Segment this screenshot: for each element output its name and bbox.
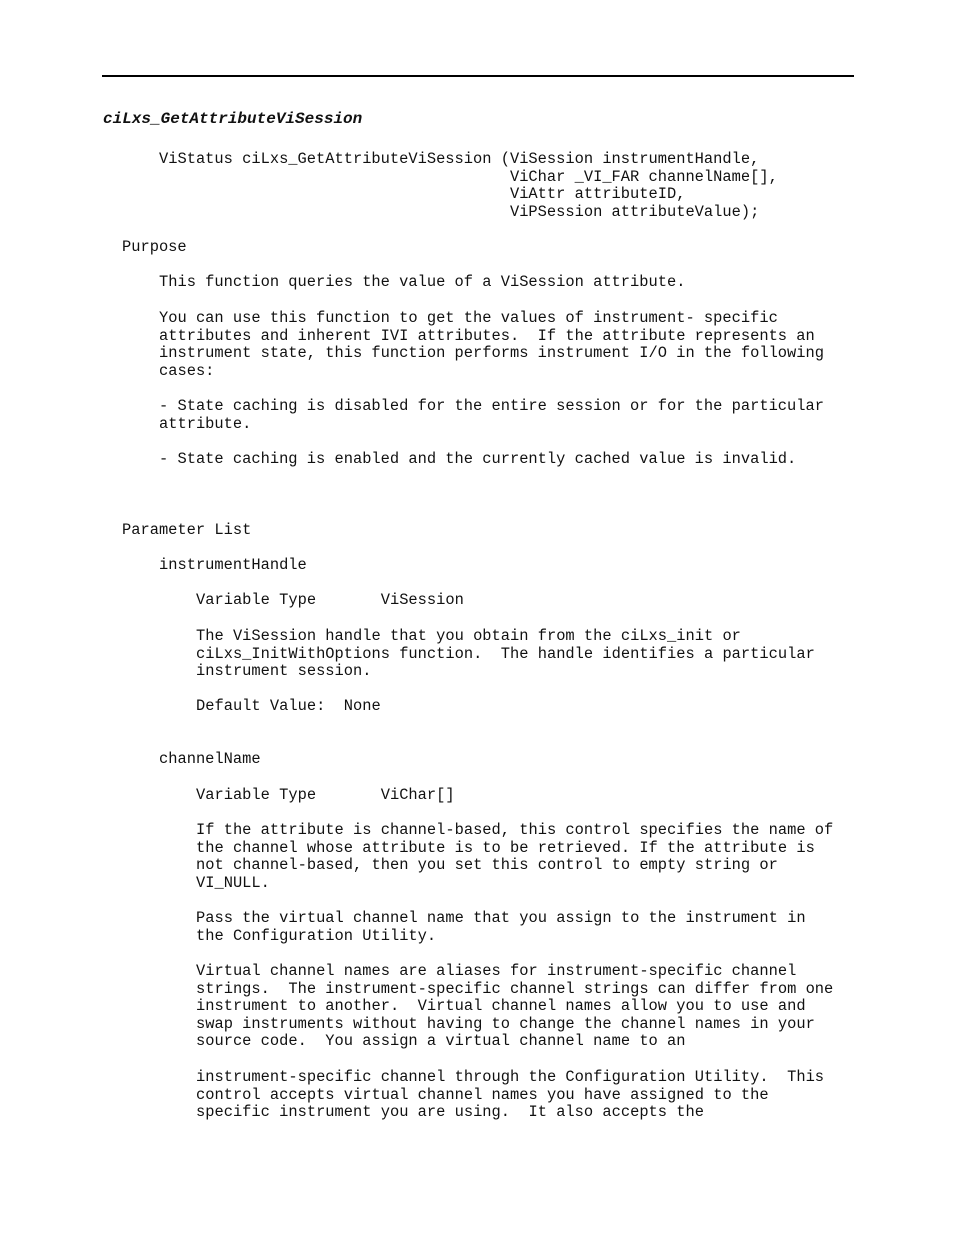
function-signature: ViStatus ciLxs_GetAttributeViSession (ViSession instrumentHandle, ViChar _VI_FAR channelName[], ViAttr attributeID, ViPSession attributeValue); xyxy=(159,150,778,221)
function-title: ciLxs_GetAttributeViSession xyxy=(103,110,363,128)
purpose-bullet-1: - State caching is disabled for the entire session or for the particular attribute. xyxy=(159,397,824,433)
param-desc-instrumentHandle: The ViSession handle that you obtain from the ciLxs_init or ciLxs_InitWithOptions function. The handle identifies a particular instrument session. xyxy=(196,627,815,681)
purpose-heading: Purpose xyxy=(122,238,187,256)
purpose-paragraph-1: This function queries the value of a ViSession attribute. xyxy=(159,273,686,291)
param-name-instrumentHandle: instrumentHandle xyxy=(159,556,307,574)
param-desc-channelName-2: Pass the virtual channel name that you assign to the instrument in the Configuration Utility. xyxy=(196,909,806,945)
param-desc-channelName-4: instrument-specific channel through the Configuration Utility. This control accepts virtual channel names you have assigned to the specific instrument you are using. It also accepts the xyxy=(196,1068,825,1122)
param-default-instrumentHandle: Default Value: None xyxy=(196,697,381,715)
param-desc-channelName-3: Virtual channel names are aliases for instrument-specific channel strings. The instrument-specific channel strings can differ from one instrument to another. Virtual channel names allow you to use and swap instruments without having to change the channel names in your source code. You assign a virtual channel name to an xyxy=(196,962,834,1051)
purpose-bullet-2: - State caching is enabled and the currently cached value is invalid. xyxy=(159,450,797,468)
param-type-channelName: Variable Type ViChar[] xyxy=(196,786,455,804)
param-name-channelName: channelName xyxy=(159,750,261,768)
purpose-paragraph-2: You can use this function to get the values of instrument- specific attributes and inherent IVI attributes. If the attribute represents an instrument state, this function performs instrument I/O in the following cases: xyxy=(159,309,824,380)
parameter-list-heading: Parameter List xyxy=(122,521,252,539)
param-type-instrumentHandle: Variable Type ViSession xyxy=(196,591,464,609)
param-desc-channelName-1: If the attribute is channel-based, this control specifies the name of the channel whose attribute is to be retrieved. If the attribute is not channel-based, then you set this control to empty string or VI_NULL. xyxy=(196,821,834,892)
header-rule xyxy=(102,75,854,77)
